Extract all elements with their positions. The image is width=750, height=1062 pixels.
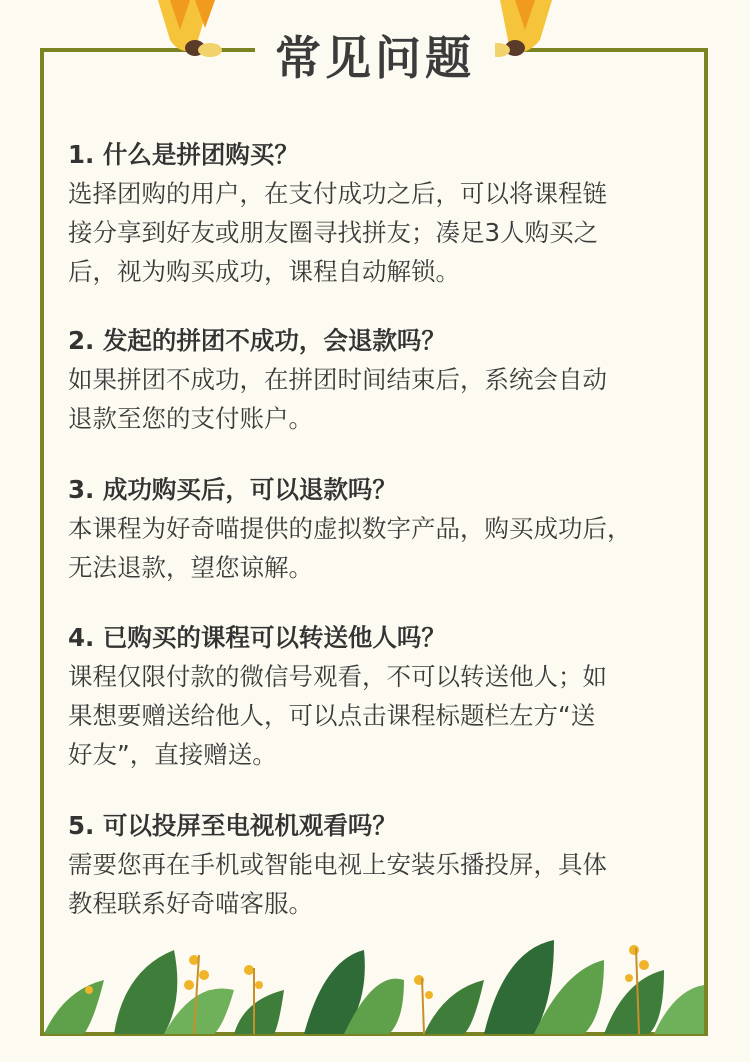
faq-answer-line: 如果拼团不成功，在拼团时间结束后，系统会自动 bbox=[68, 365, 607, 394]
faq-answer-line: 后，视为购买成功，课程自动解锁。 bbox=[68, 257, 460, 286]
faq-answer-line: 教程联系好奇喵客服。 bbox=[68, 889, 313, 918]
faq-item-2 bbox=[68, 321, 698, 438]
faq-question: 4. 已购买的课程可以转送他人吗？ bbox=[68, 623, 446, 652]
faq-question: 5. 可以投屏至电视机观看吗？ bbox=[68, 811, 397, 840]
faq-answer-line: 接分享到好友或朋友圈寻找拼友；凑足3人购买之 bbox=[68, 218, 599, 247]
plant-decoration-icon bbox=[44, 930, 704, 1034]
faq-answer-line: 本课程为好奇喵提供的虚拟数字产品，购买成功后， bbox=[68, 514, 632, 543]
faq-answer-line: 课程仅限付款的微信号观看，不可以转送他人；如 bbox=[68, 662, 607, 691]
faq-answer-line: 退款至您的支付账户。 bbox=[68, 404, 313, 433]
faq-item-1 bbox=[68, 135, 698, 291]
faq-question: 3. 成功购买后，可以退款吗？ bbox=[68, 475, 397, 504]
faq-answer-line: 果想要赠送给他人，可以点击课程标题栏左方“送 bbox=[68, 701, 596, 730]
faq-answer-line: 选择团购的用户，在支付成功之后，可以将课程链 bbox=[68, 179, 607, 208]
page-title: 常见问题 bbox=[275, 31, 475, 85]
faq-answer-line: 无法退款，望您谅解。 bbox=[68, 553, 313, 582]
faq-item-5 bbox=[68, 806, 698, 923]
faq-question: 1. 什么是拼团购买？ bbox=[68, 140, 299, 169]
faq-item-4 bbox=[68, 618, 698, 774]
faq-item-3 bbox=[68, 470, 698, 587]
header bbox=[0, 0, 750, 100]
faq-answer-line: 需要您再在手机或智能电视上安装乐播投屏，具体 bbox=[68, 850, 607, 879]
faq-answer-line: 好友”，直接赠送。 bbox=[68, 740, 277, 769]
faq-question: 2. 发起的拼团不成功，会退款吗？ bbox=[68, 326, 446, 355]
